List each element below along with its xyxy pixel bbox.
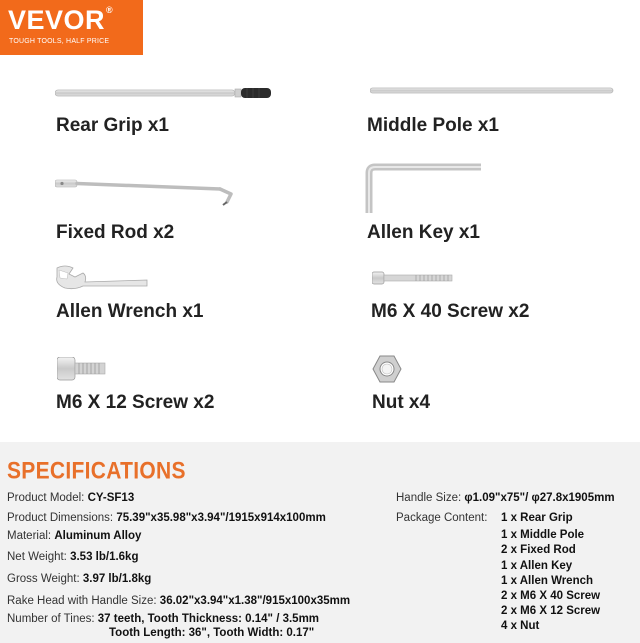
package-item: 1 x Allen Wrench (501, 575, 594, 587)
rear-grip-image (55, 85, 273, 101)
specifications-title: SPECIFICATIONS (7, 458, 186, 485)
package-item: 2 x Fixed Rod (501, 544, 576, 556)
spec-gross-weight: Gross Weight: 3.97 lb/1.8kg (7, 573, 152, 585)
middle-pole-image (370, 86, 615, 96)
spec-product-dimensions: Product Dimensions: 75.39"x35.98"x3.94"/1915x914x100mm (7, 512, 326, 524)
logo-brand: VEVOR® (8, 5, 114, 35)
part-label-m6x40-screw: M6 X 40 Screw x2 (371, 301, 530, 322)
package-item: 2 x M6 X 12 Screw (501, 605, 601, 617)
package-item: 2 x M6 X 40 Screw (501, 590, 601, 602)
part-label-nut: Nut x4 (372, 392, 431, 413)
spec-product-model: Product Model: CY-SF13 (7, 492, 135, 504)
logo-tagline: TOUGH TOOLS, HALF PRICE (9, 38, 110, 45)
spec-tooth-length: Tooth Length: 36", Tooth Width: 0.17" (109, 627, 315, 639)
part-label-m6x12-screw: M6 X 12 Screw x2 (56, 392, 215, 413)
part-label-rear-grip: Rear Grip x1 (56, 115, 169, 136)
spec-handle-size: Handle Size: φ1.09"x75"/ φ27.8x1905mm (396, 492, 615, 504)
m6x40-screw-image (372, 270, 454, 286)
spec-material: Material: Aluminum Alloy (7, 530, 142, 542)
allen-key-image (365, 163, 483, 215)
spec-net-weight: Net Weight: 3.53 lb/1.6kg (7, 551, 139, 563)
part-label-fixed-rod: Fixed Rod x2 (56, 222, 175, 243)
package-item: 1 x Middle Pole (501, 529, 585, 541)
vevor-logo (0, 0, 143, 55)
nut-image (372, 355, 402, 383)
m6x12-screw-image (57, 357, 107, 381)
part-label-allen-key: Allen Key x1 (367, 222, 480, 243)
part-label-middle-pole: Middle Pole x1 (367, 115, 499, 136)
package-item: 4 x Nut (501, 620, 540, 632)
part-label-allen-wrench: Allen Wrench x1 (56, 301, 204, 322)
allen-wrench-image (55, 264, 150, 290)
spec-number-of-tines: Number of Tines: 37 teeth, Tooth Thickness: 0.14" / 3.5mm (7, 613, 320, 625)
fixed-rod-image (55, 176, 240, 206)
package-item: 1 x Allen Key (501, 560, 573, 572)
spec-rake-head-size: Rake Head with Handle Size: 36.02"x3.94"x1.38"/915x100x35mm (7, 595, 351, 607)
spec-package-content-label: Package Content: (396, 512, 488, 524)
package-item: 1 x Rear Grip (501, 512, 573, 524)
